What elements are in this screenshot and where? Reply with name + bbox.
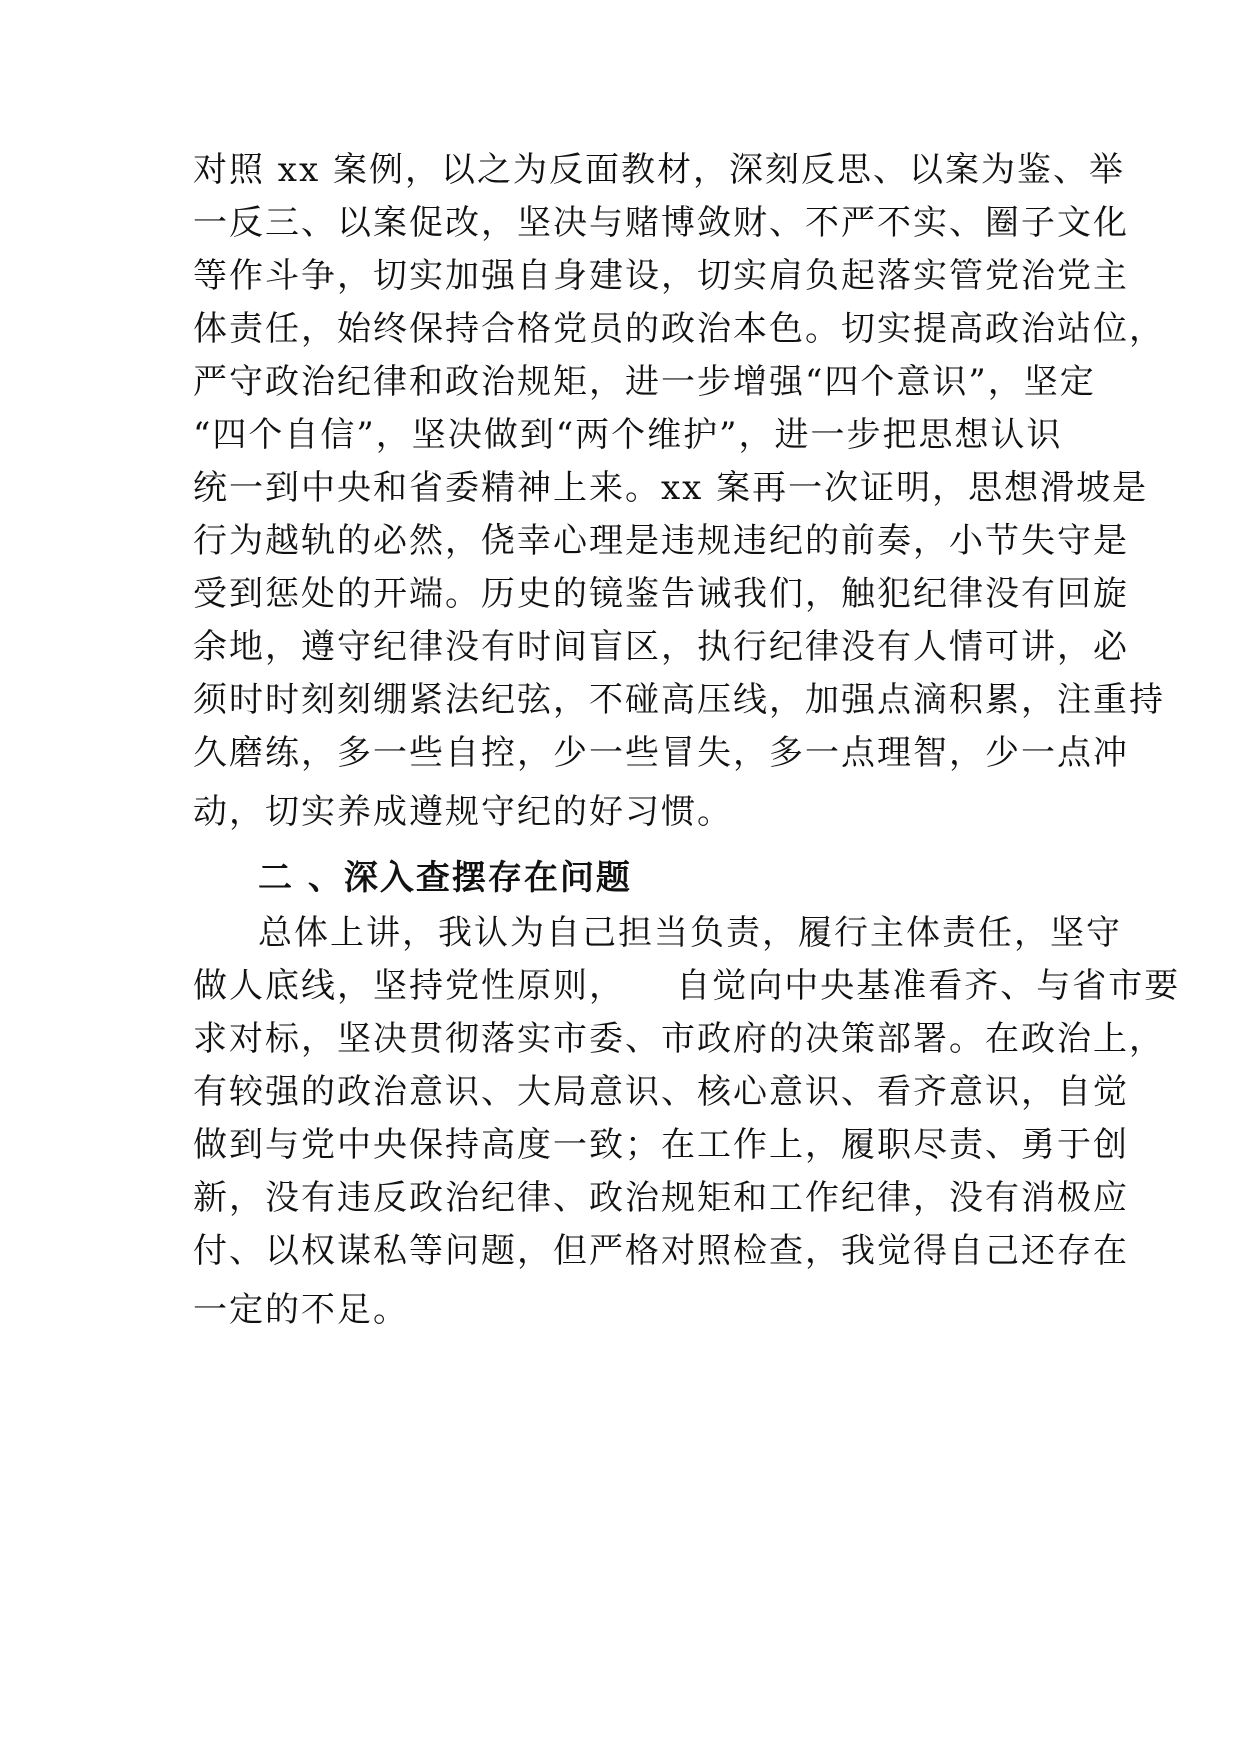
section-heading: 二 、深入查摆存在问题	[258, 858, 632, 898]
paragraph-line: 对照 xx 案例，以之为反面教材，深刻反思、以案为鉴、举	[193, 150, 1125, 190]
paragraph-line: 求对标，坚决贯彻落实市委、市政府的决策部署。在政治上，	[193, 1019, 1165, 1059]
paragraph-line: 严守政治纪律和政治规矩，进一步增强“四个意识”，坚定	[193, 362, 1096, 402]
paragraph-line: 做人底线，坚持党性原则， 自觉向中央基准看齐、与省市要	[193, 966, 1181, 1006]
paragraph-line: 动，切实养成遵规守纪的好习惯。	[193, 792, 733, 832]
paragraph-line: 受到惩处的开端。历史的镜鉴告诫我们，触犯纪律没有回旋	[193, 574, 1129, 614]
paragraph-line: 等作斗争，切实加强自身建设，切实肩负起落实管党治党主	[193, 256, 1129, 296]
paragraph-line: 行为越轨的必然，侥幸心理是违规违纪的前奏，小节失守是	[193, 521, 1129, 561]
paragraph-line: 久磨练，多一些自控，少一些冒失，多一点理智，少一点冲	[193, 733, 1129, 773]
paragraph-line: 一反三、以案促改，坚决与赌博敛财、不严不实、圈子文化	[193, 203, 1129, 243]
paragraph-line: 余地，遵守纪律没有时间盲区，执行纪律没有人情可讲，必	[193, 627, 1129, 667]
paragraph-line: 付、以权谋私等问题，但严格对照检查，我觉得自己还存在	[193, 1231, 1129, 1271]
paragraph-line: “四个自信”，坚决做到“两个维护”，进一步把思想认识	[193, 415, 1063, 455]
paragraph-line: 体责任，始终保持合格党员的政治本色。切实提高政治站位，	[193, 309, 1165, 349]
paragraph-line: 有较强的政治意识、大局意识、核心意识、看齐意识，自觉	[193, 1072, 1129, 1112]
paragraph-line: 做到与党中央保持高度一致；在工作上，履职尽责、勇于创	[193, 1125, 1129, 1165]
paragraph-line: 总体上讲，我认为自己担当负责，履行主体责任，坚守	[258, 913, 1122, 953]
paragraph-line: 一定的不足。	[193, 1290, 409, 1330]
paragraph-line: 须时时刻刻绷紧法纪弦，不碰高压线，加强点滴积累，注重持	[193, 680, 1165, 720]
paragraph-line: 新，没有违反政治纪律、政治规矩和工作纪律，没有消极应	[193, 1178, 1129, 1218]
paragraph-line: 统一到中央和省委精神上来。xx 案再一次证明，思想滑坡是	[193, 468, 1149, 508]
